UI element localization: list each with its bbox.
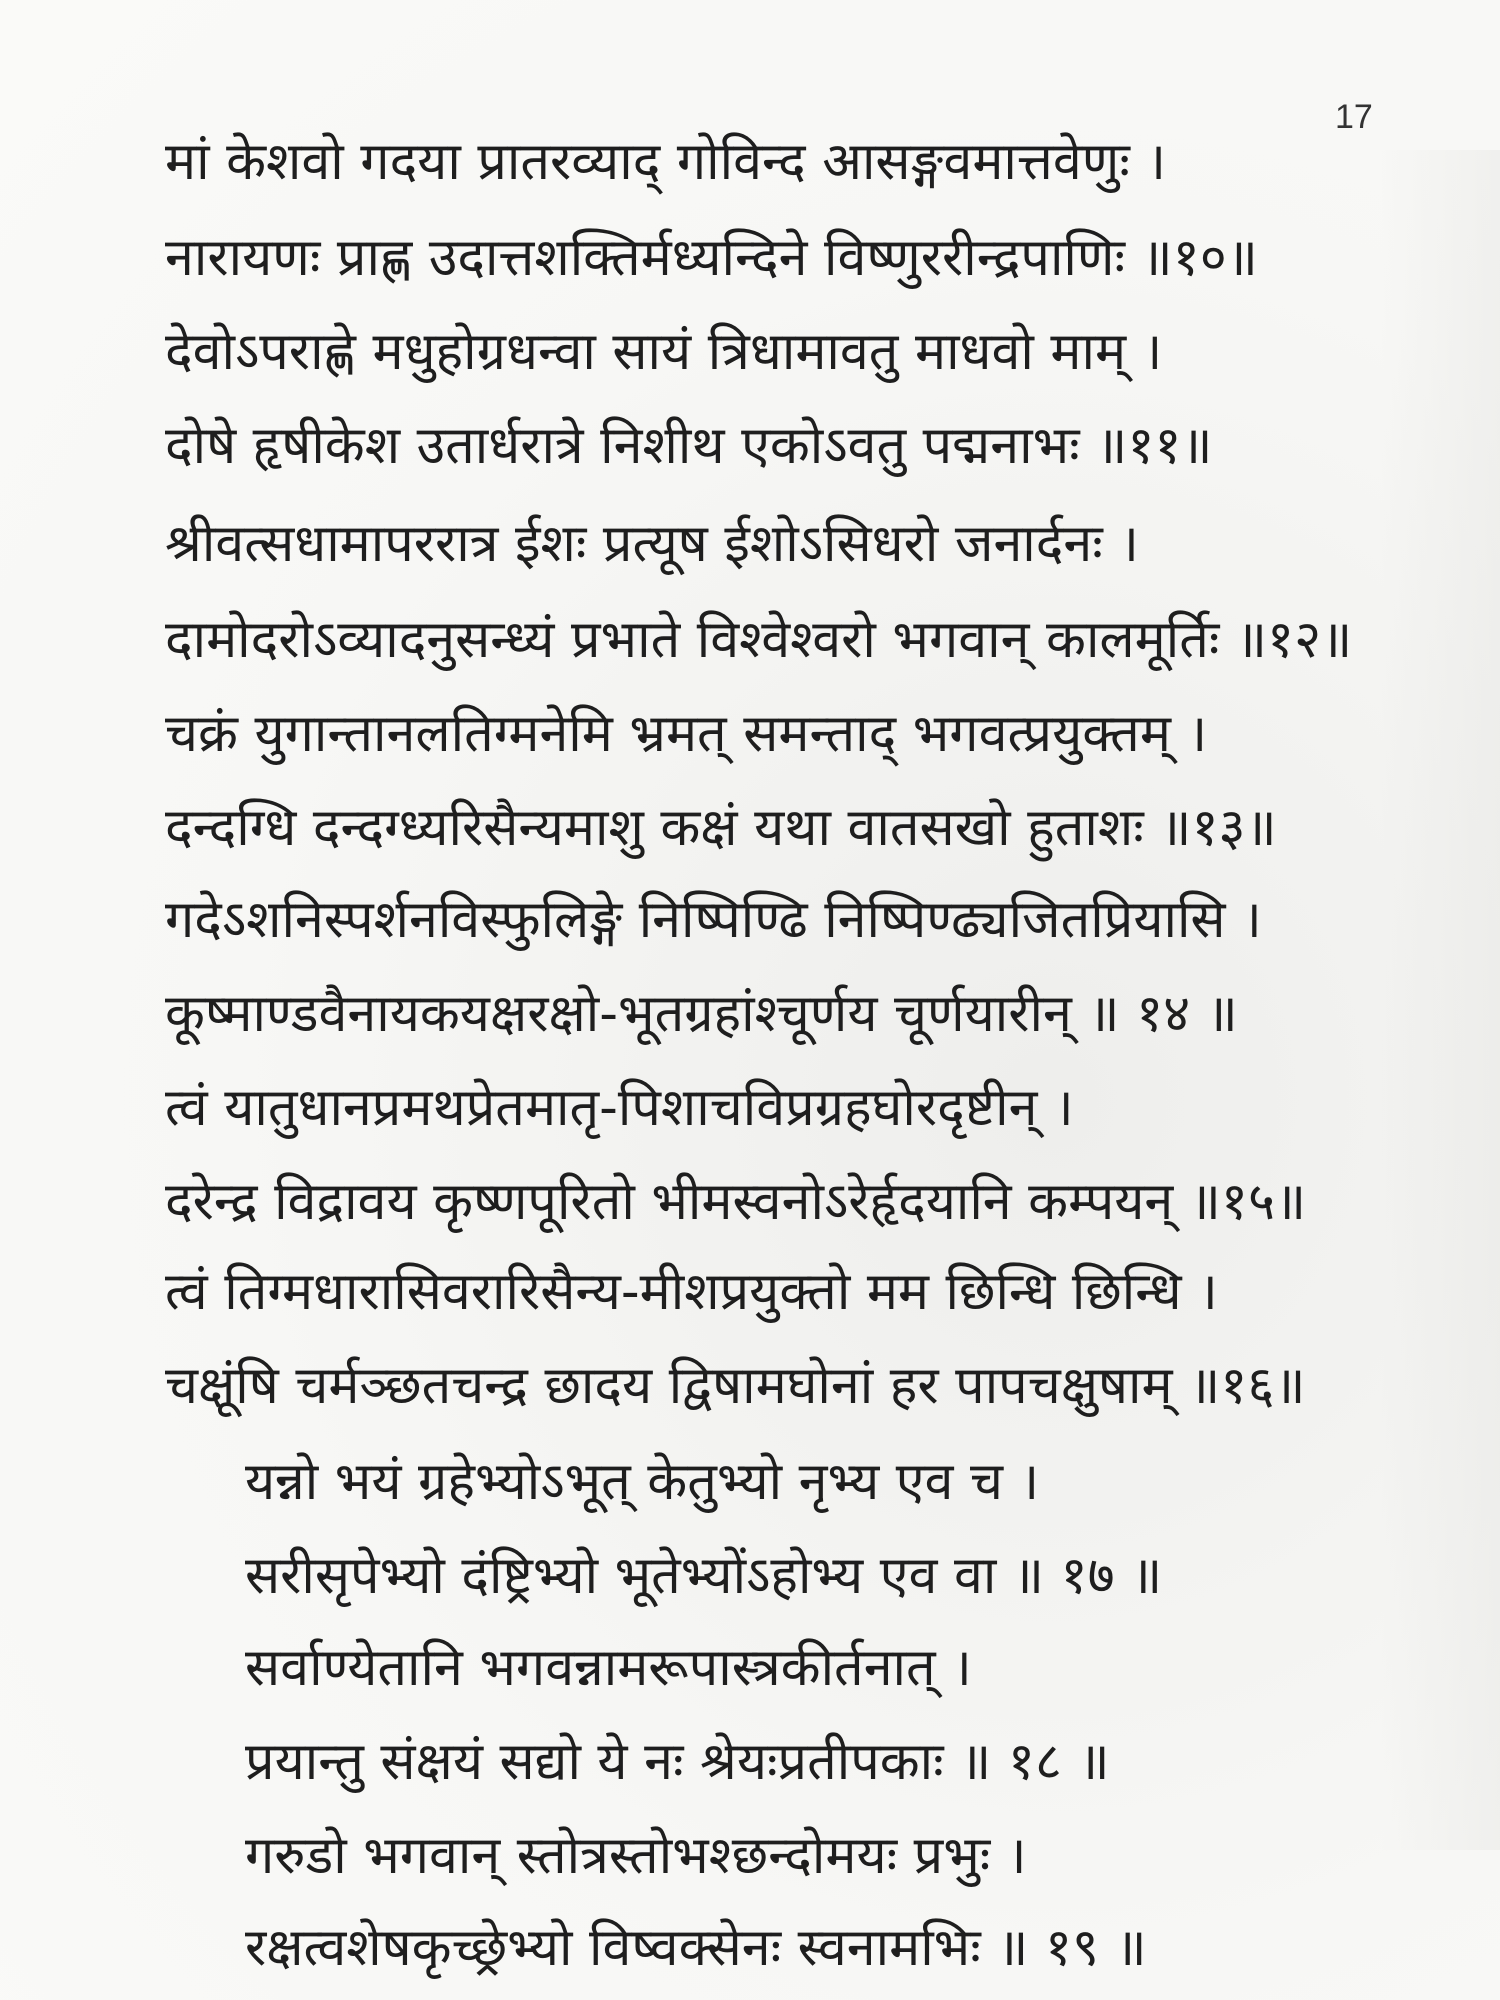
verse-line-12: दरेन्द्र विद्रावय कृष्णपूरितो भीमस्वनोऽरेर्हृदयानि कम्पयन् ॥१५॥: [165, 1172, 1307, 1232]
verse-line-10: कूष्माण्डवैनायकयक्षरक्षो-भूतग्रहांश्चूर्णय चूर्णयारीन् ॥ १४ ॥: [165, 984, 1238, 1044]
verse-line-9: गदेऽशनिस्पर्शनविस्फुलिङ्गे निष्पिण्ढि निष्पिण्ढ्यजितप्रियासि ।: [165, 890, 1262, 950]
verse-line-1: मां केशवो गदया प्रातरव्याद् गोविन्द आसङ्गवमात्तवेणुः ।: [165, 132, 1167, 192]
verse-line-2: नारायणः प्राह्ण उदात्तशक्तिर्मध्यन्दिने विष्णुररीन्द्रपाणिः ॥१०॥: [165, 228, 1258, 288]
verse-line-14: चक्षूंषि चर्मञ्छतचन्द्र छादय द्विषामघोनां हर पापचक्षुषाम् ॥१६॥: [165, 1356, 1306, 1416]
page-number: 17: [1335, 98, 1373, 136]
verse-line-17: सर्वाण्येतानि भगवन्नामरूपास्त्रकीर्तनात् ।: [245, 1638, 972, 1698]
verse-line-18: प्रयान्तु संक्षयं सद्यो ये नः श्रेयःप्रतीपकाः ॥ १८ ॥: [245, 1732, 1110, 1792]
verse-line-15: यन्नो भयं ग्रहेभ्योऽभूत् केतुभ्यो नृभ्य एव च ।: [245, 1452, 1040, 1512]
bleed-through-shadow: [1380, 150, 1500, 1850]
verse-line-8: दन्दग्धि दन्दग्ध्यरिसैन्यमाशु कक्षं यथा वातसखो हुताशः ॥१३॥: [165, 798, 1277, 858]
verse-line-11: त्वं यातुधानप्रमथप्रेतमातृ-पिशाचविप्रग्रहघोरदृष्टीन् ।: [165, 1078, 1074, 1138]
verse-line-7: चक्रं युगान्तानलतिग्मनेमि भ्रमत् समन्ताद् भगवत्प्रयुक्तम् ।: [165, 704, 1208, 764]
verse-line-3: देवोऽपराह्णे मधुहोग्रधन्वा सायं त्रिधामावतु माधवो माम् ।: [165, 322, 1163, 382]
verse-line-6: दामोदरोऽव्यादनुसन्ध्यं प्रभाते विश्वेश्वरो भगवान् कालमूर्तिः ॥१२॥: [165, 610, 1353, 670]
verse-line-16: सरीसृपेभ्यो दंष्ट्रिभ्यो भूतेभ्योंऽहोभ्य एव वा ॥ १७ ॥: [245, 1546, 1163, 1606]
verse-line-4: दोषे हृषीकेश उतार्धरात्रे निशीथ एकोऽवतु पद्मनाभः ॥११॥: [165, 416, 1213, 476]
verse-line-5: श्रीवत्सधामापररात्र ईशः प्रत्यूष ईशोऽसिधरो जनार्दनः ।: [165, 514, 1139, 574]
verse-line-13: त्वं तिग्मधारासिवरारिसैन्य-मीशप्रयुक्तो मम छिन्धि छिन्धि ।: [165, 1262, 1218, 1322]
verse-line-19: गरुडो भगवान् स्तोत्रस्तोभश्छन्दोमयः प्रभुः ।: [245, 1826, 1027, 1886]
verse-line-20: रक्षत्वशेषकृच्छ्रेभ्यो विष्वक्सेनः स्वनामभिः ॥ १९ ॥: [245, 1918, 1147, 1978]
